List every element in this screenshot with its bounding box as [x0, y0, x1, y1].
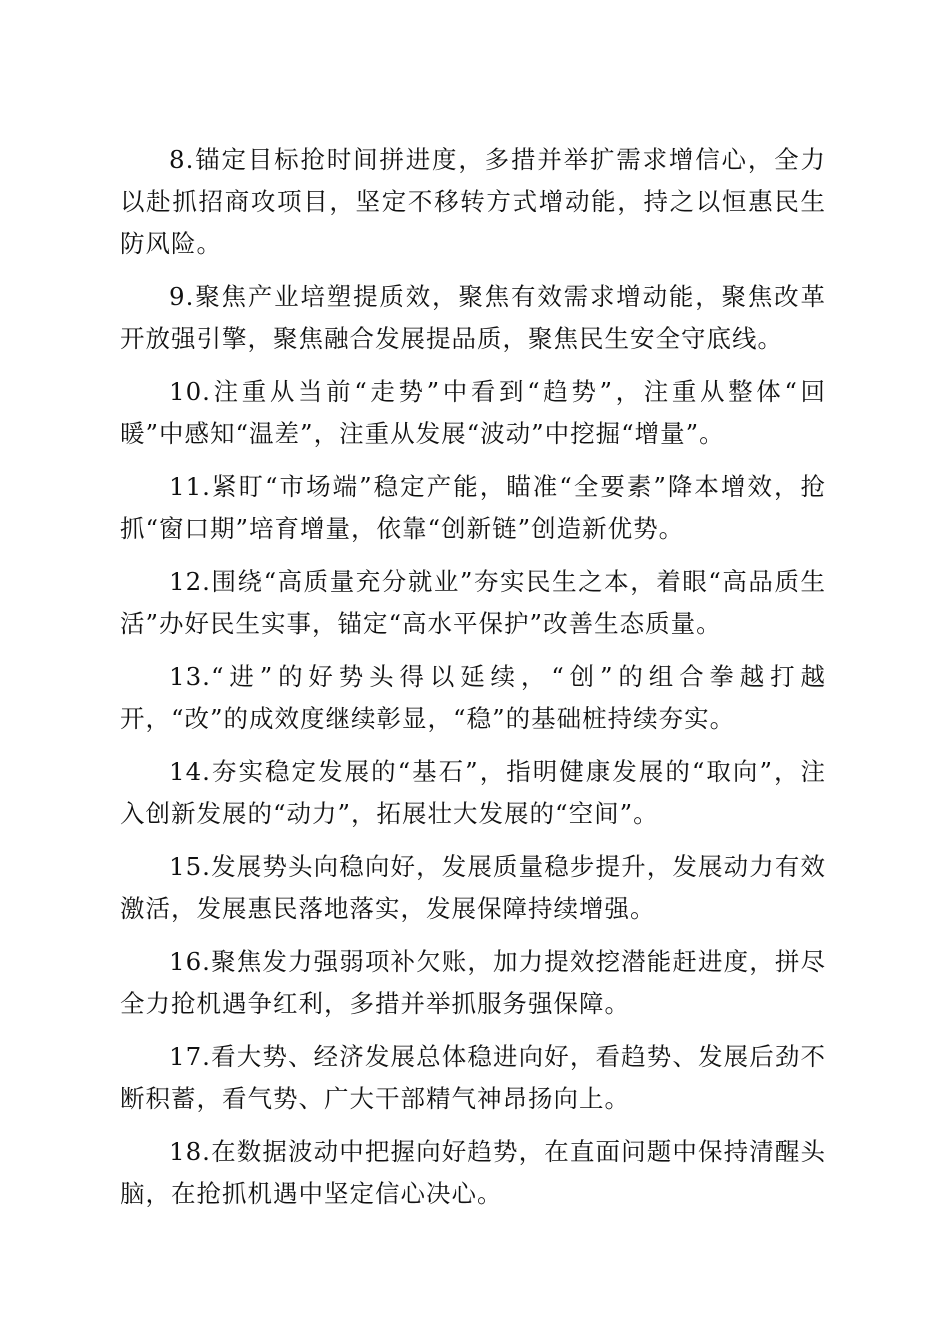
paragraph-13: 13.“进”的好势头得以延续，“创”的组合拳越打越开，“改”的成效度继续彰显，“稳”的基础桩持续夯实。 — [120, 662, 826, 733]
paragraph-15: 15.发展势头向稳向好，发展质量稳步提升，发展动力有效激活，发展惠民落地落实，发展保障持续增强。 — [120, 852, 826, 923]
paragraph-8: 8.锚定目标抢时间拼进度，多措并举扩需求增信心，全力以赴抓招商攻项目，坚定不移转方式增动能，持之以恒惠民生防风险。 — [120, 145, 826, 258]
document-body — [120, 139, 826, 1226]
paragraph-18: 18.在数据波动中把握向好趋势，在直面问题中保持清醒头脑，在抢抓机遇中坚定信心决心。 — [120, 1137, 826, 1208]
paragraph-11: 11.紧盯“市场端”稳定产能，瞄准“全要素”降本增效，抢抓“窗口期”培育增量，依靠“创新链”创造新优势。 — [120, 472, 826, 543]
paragraph-9: 9.聚焦产业培塑提质效，聚焦有效需求增动能，聚焦改革开放强引擎，聚焦融合发展提品质，聚焦民生安全守底线。 — [120, 282, 826, 353]
paragraph-10: 10.注重从当前“走势”中看到“趋势”，注重从整体“回暖”中感知“温差”，注重从发展“波动”中挖掘“增量”。 — [120, 377, 826, 448]
paragraph-17: 17.看大势、经济发展总体稳进向好，看趋势、发展后劲不断积蓄，看气势、广大干部精气神昂扬向上。 — [120, 1042, 826, 1113]
paragraph-12: 12.围绕“高质量充分就业”夯实民生之本，着眼“高品质生活”办好民生实事，锚定“高水平保护”改善生态质量。 — [120, 567, 826, 638]
paragraph-16: 16.聚焦发力强弱项补欠账，加力提效挖潜能赶进度，拼尽全力抢机遇争红利，多措并举抓服务强保障。 — [120, 947, 826, 1018]
paragraph-14: 14.夯实稳定发展的“基石”，指明健康发展的“取向”，注入创新发展的“动力”，拓展壮大发展的“空间”。 — [120, 757, 826, 828]
